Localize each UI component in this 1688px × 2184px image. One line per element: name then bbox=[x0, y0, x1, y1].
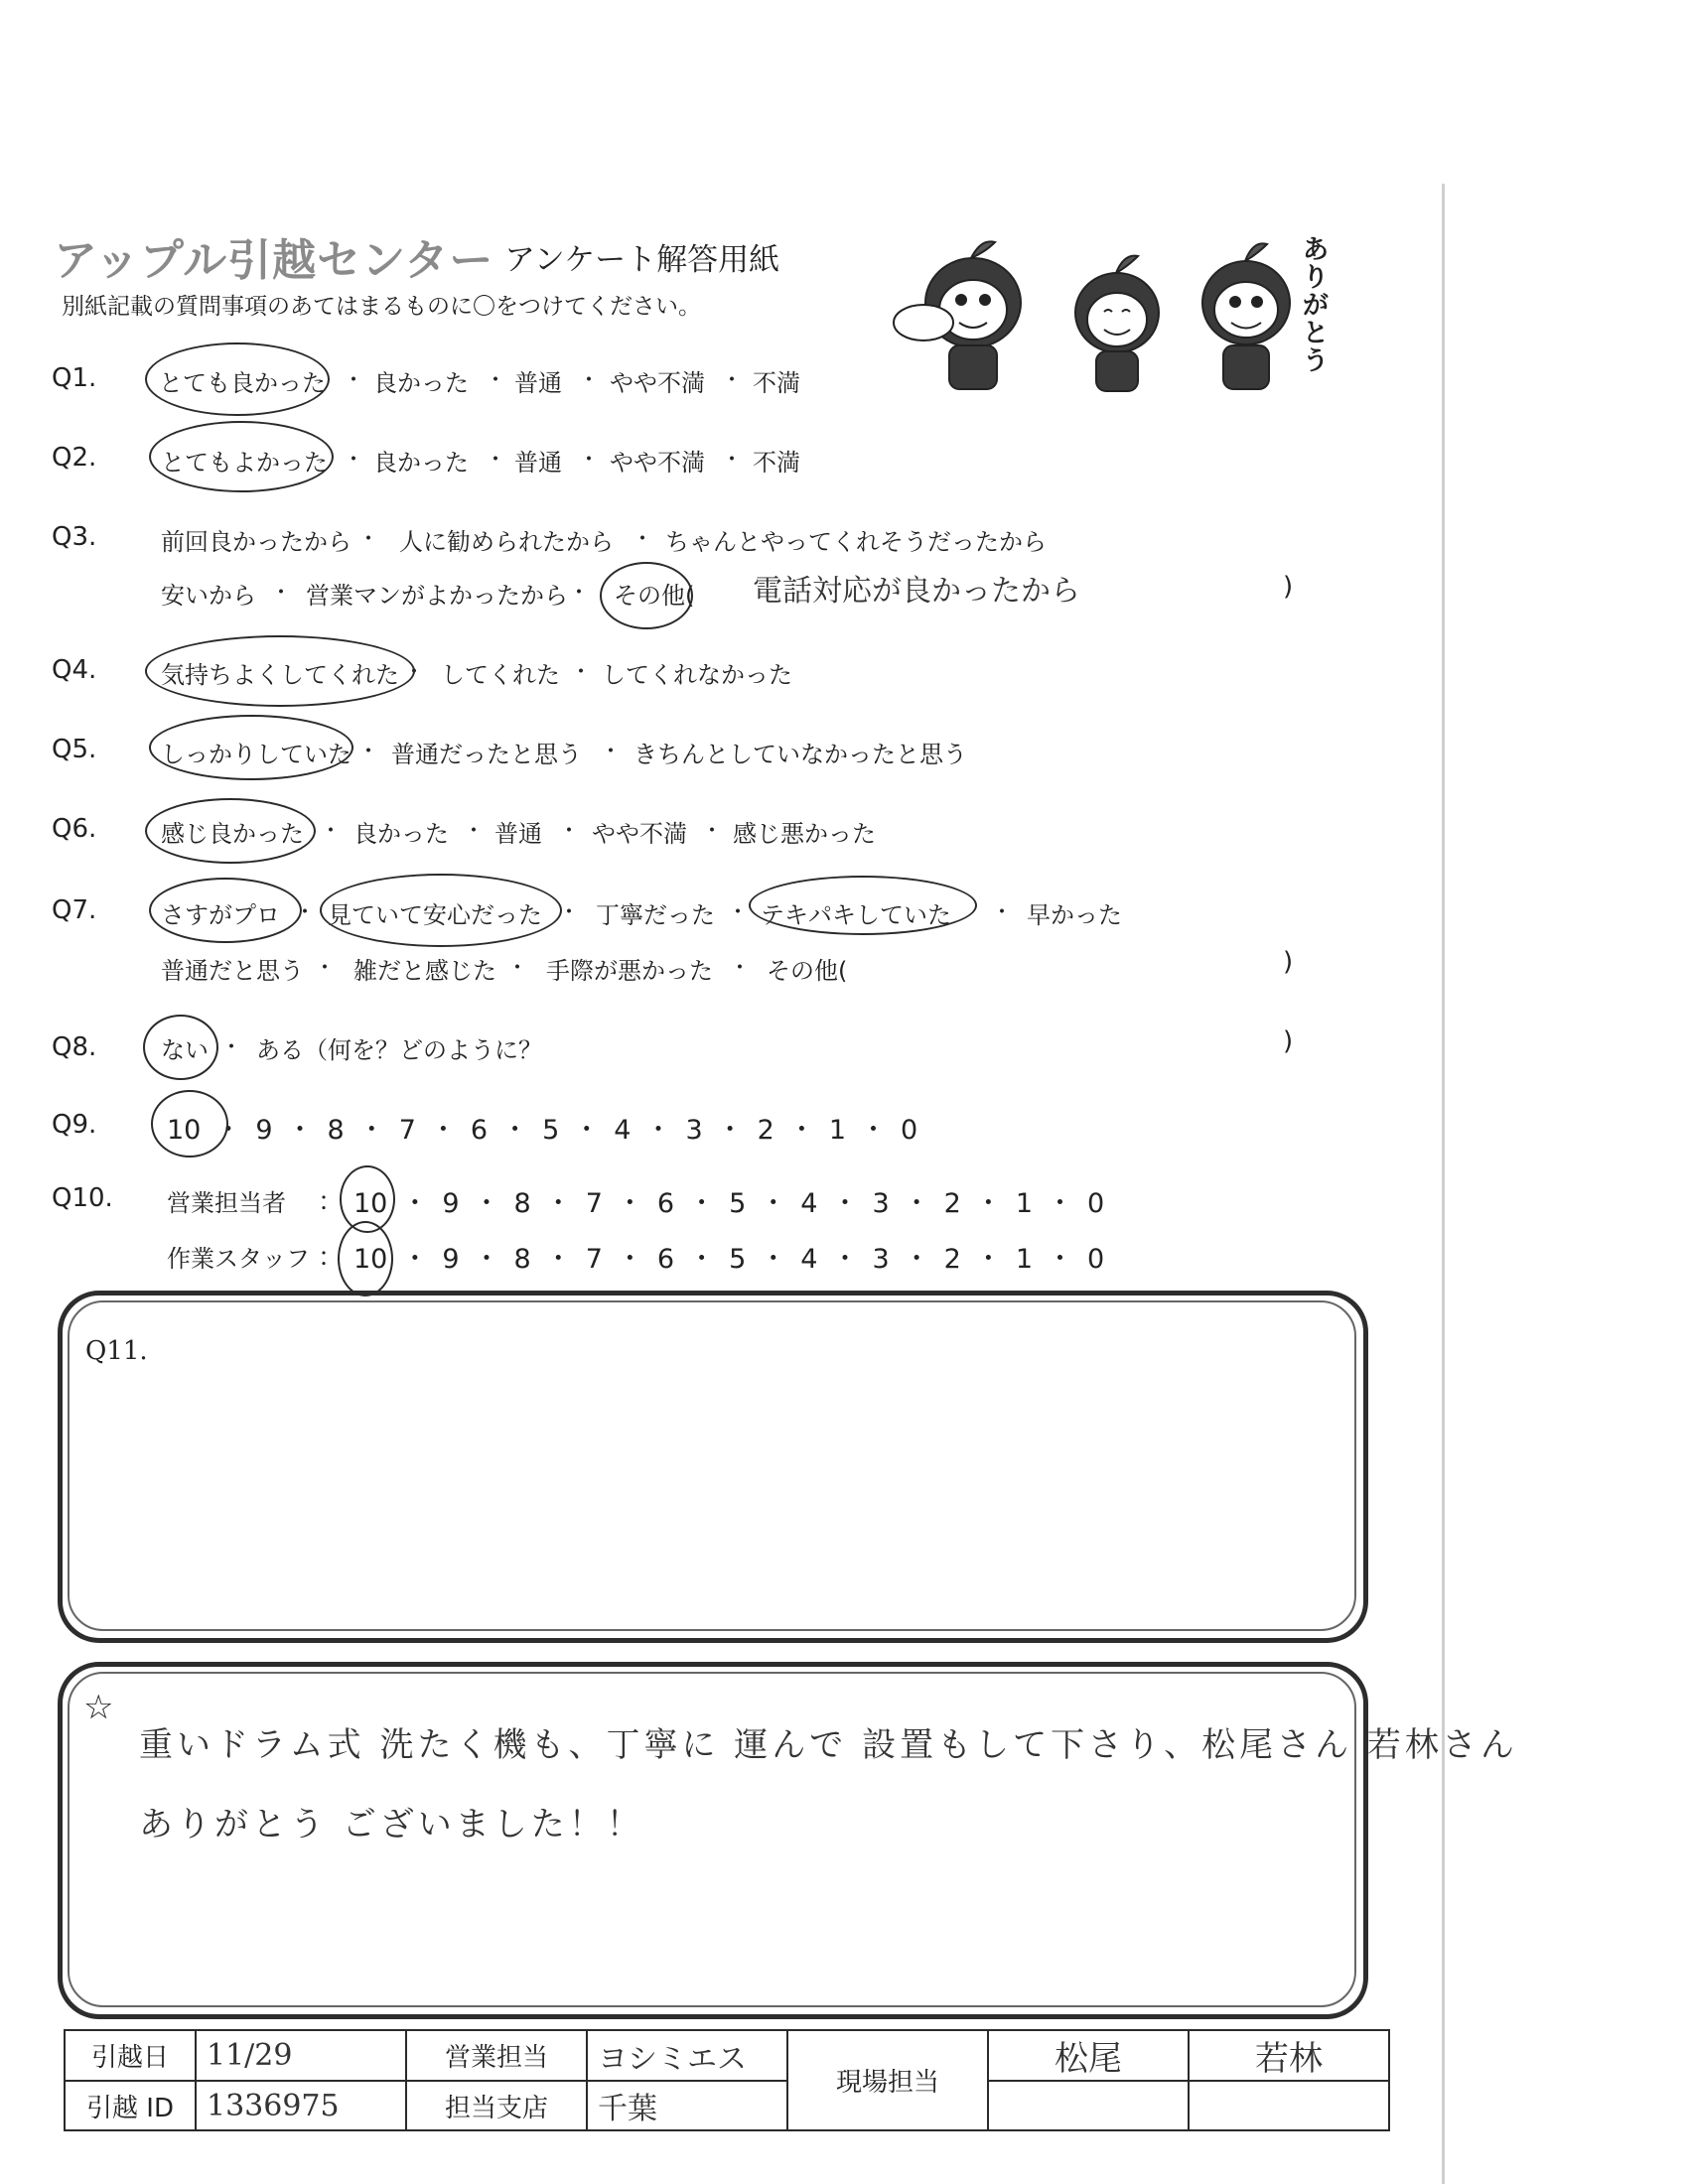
q10-row2-val-2[interactable]: 2 bbox=[943, 1244, 961, 1275]
q10-row1-val-9[interactable]: 9 bbox=[442, 1188, 460, 1219]
separator-dot: ・ bbox=[721, 448, 744, 473]
q3-close-paren: ) bbox=[1283, 572, 1294, 602]
q3-option-5[interactable]: 営業マンがよかったから bbox=[306, 582, 568, 610]
q1-option-5[interactable]: 不満 bbox=[753, 369, 800, 397]
move-id-label: 引越 ID bbox=[65, 2081, 196, 2130]
q3-option-4[interactable]: 安いから bbox=[161, 582, 256, 610]
sales-value: ヨシミエス bbox=[598, 2041, 747, 2077]
branch-label: 担当支店 bbox=[406, 2081, 587, 2130]
q10-row2-scale: 10 ・ 9 ・ 8 ・ 7 ・ 6 ・ 5 ・ 4 ・ 3 ・ 2 ・ 1 ・ 0 bbox=[353, 1244, 1105, 1275]
q9-val-5[interactable]: 5 bbox=[542, 1115, 560, 1146]
q8-close-paren: ) bbox=[1283, 1026, 1294, 1056]
instruction-text: 別紙記載の質問事項のあてはまるものに〇をつけてください。 bbox=[62, 294, 701, 320]
q10-row1-val-8[interactable]: 8 bbox=[513, 1188, 531, 1219]
sales-cell[interactable] bbox=[587, 2030, 787, 2081]
q9-val-8[interactable]: 8 bbox=[327, 1115, 345, 1146]
q10-row1-val-10[interactable]: 10 bbox=[353, 1188, 388, 1219]
q6-option-3[interactable]: 普通 bbox=[494, 820, 542, 848]
separator-dot: ・ bbox=[343, 368, 365, 393]
comment-line-1[interactable]: 重いドラム式 洗たく機も、丁寧に 運んで 設置もして下さり、松尾さん 若林さん bbox=[139, 1725, 1518, 1765]
q4-option-3[interactable]: してくれなかった bbox=[602, 661, 792, 689]
q10-row2-val-7[interactable]: 7 bbox=[585, 1244, 603, 1275]
q7-answer-circle-3 bbox=[749, 876, 977, 935]
q7-answer-circle-2 bbox=[320, 874, 562, 947]
q11-answer-area[interactable] bbox=[99, 1380, 1331, 1608]
q6-option-2[interactable]: 良かった bbox=[353, 820, 449, 848]
separator-dot: ・ bbox=[220, 1035, 243, 1060]
q10-row2-val-6[interactable]: 6 bbox=[656, 1244, 675, 1275]
move-id-value: 1336975 bbox=[207, 2088, 340, 2123]
separator-dot: ・ bbox=[314, 956, 337, 981]
q7-close-paren: ) bbox=[1283, 947, 1294, 977]
q4-option-1[interactable]: 気持ちよくしてくれた bbox=[161, 661, 399, 689]
page-edge bbox=[1442, 184, 1445, 2184]
q9-scale: 10 ・ 9 ・ 8 ・ 7 ・ 6 ・ 5 ・ 4 ・ 3 ・ 2 ・ 1 ・ 0 bbox=[167, 1115, 918, 1146]
mascot-center bbox=[1075, 256, 1159, 391]
q2-option-3[interactable]: 普通 bbox=[514, 449, 562, 477]
form-subtitle: アンケート解答用紙 bbox=[504, 242, 780, 278]
q5-option-1[interactable]: しっかりしていた bbox=[161, 741, 352, 768]
q8-option-2[interactable]: ある（何を？どのように？ bbox=[256, 1036, 542, 1064]
q3-option-2[interactable]: 人に勧められたから bbox=[399, 528, 614, 556]
q7-option-4[interactable]: テキパキしていた bbox=[761, 901, 951, 929]
sales-label: 営業担当 bbox=[406, 2030, 587, 2081]
q2-answer-circle bbox=[149, 421, 334, 492]
separator-dot: ・ bbox=[600, 740, 623, 764]
mascot-illustration bbox=[874, 228, 1340, 397]
onsite-4-cell[interactable] bbox=[1189, 2081, 1389, 2130]
separator-dot: ・ bbox=[727, 900, 750, 925]
q7-option-7[interactable]: 雑だと感じた bbox=[353, 957, 496, 985]
q1-option-3[interactable]: 普通 bbox=[514, 369, 562, 397]
q1-option-4[interactable]: やや不満 bbox=[610, 369, 705, 397]
q10-row2-name: 作業スタッフ bbox=[167, 1245, 310, 1273]
separator-dot: ・ bbox=[357, 527, 380, 552]
q7-answer-circle-1 bbox=[149, 878, 302, 943]
separator-dot: ・ bbox=[320, 819, 343, 844]
separator-dot: ・ bbox=[294, 900, 317, 925]
separator-dot: ・ bbox=[463, 819, 486, 844]
q10-label: Q10. bbox=[52, 1183, 113, 1213]
separator-dot: ・ bbox=[485, 368, 507, 393]
q9-val-3[interactable]: 3 bbox=[685, 1115, 703, 1146]
q10-row1-val-2[interactable]: 2 bbox=[943, 1188, 961, 1219]
separator-dot: ・ bbox=[506, 956, 529, 981]
q10-row1-colon: ： bbox=[318, 1187, 345, 1217]
q9-answer-circle bbox=[151, 1090, 228, 1158]
q7-option-other[interactable]: その他( bbox=[767, 957, 848, 985]
q7-option-5[interactable]: 早かった bbox=[1027, 901, 1122, 929]
q6-option-5[interactable]: 感じ悪かった bbox=[733, 820, 876, 848]
q5-option-3[interactable]: きちんとしていなかったと思う bbox=[633, 741, 967, 768]
q10-row1-name: 営業担当者 bbox=[167, 1189, 286, 1217]
q2-option-5[interactable]: 不満 bbox=[753, 449, 800, 477]
q7-option-8[interactable]: 手際が悪かった bbox=[546, 957, 713, 985]
q6-label: Q6. bbox=[52, 814, 97, 844]
q10-row2-val-0[interactable]: 0 bbox=[1087, 1244, 1105, 1275]
q9-val-1[interactable]: 1 bbox=[828, 1115, 847, 1146]
q6-option-4[interactable]: やや不満 bbox=[592, 820, 687, 848]
separator-dot: ・ bbox=[729, 956, 752, 981]
q9-val-0[interactable]: 0 bbox=[901, 1115, 918, 1146]
q4-label: Q4. bbox=[52, 655, 97, 685]
separator-dot: ・ bbox=[701, 819, 724, 844]
move-date-value: 11/29 bbox=[207, 2038, 293, 2073]
onsite-1-value: 松尾 bbox=[1055, 2039, 1122, 2079]
q10-row1-val-4[interactable]: 4 bbox=[800, 1188, 818, 1219]
branch-value: 千葉 bbox=[598, 2092, 657, 2126]
q10-row1-val-6[interactable]: 6 bbox=[656, 1188, 675, 1219]
q5-option-2[interactable]: 普通だったと思う bbox=[391, 741, 582, 768]
mascot-right bbox=[1202, 243, 1290, 389]
q10-row2-colon: ： bbox=[318, 1243, 345, 1273]
q10-row2-val-10[interactable]: 10 bbox=[353, 1244, 388, 1275]
q1-answer-circle bbox=[145, 342, 330, 416]
q1-option-1[interactable]: とても良かった bbox=[159, 369, 326, 397]
separator-dot: ・ bbox=[721, 368, 744, 393]
separator-dot: ・ bbox=[558, 900, 581, 925]
onsite-2-value: 若林 bbox=[1255, 2039, 1323, 2079]
mascot-left bbox=[894, 241, 1021, 389]
separator-dot: ・ bbox=[578, 448, 601, 473]
q9-val-2[interactable]: 2 bbox=[757, 1115, 774, 1146]
branch-cell[interactable] bbox=[587, 2081, 787, 2130]
q3-option-other[interactable]: その他( bbox=[614, 582, 695, 610]
onsite-label: 現場担当 bbox=[787, 2030, 988, 2130]
q8-answer-circle bbox=[143, 1015, 218, 1080]
q10-row1-val-0[interactable]: 0 bbox=[1087, 1188, 1105, 1219]
q5-label: Q5. bbox=[52, 735, 97, 764]
onsite-1-cell[interactable] bbox=[988, 2030, 1189, 2081]
separator-dot: ・ bbox=[558, 819, 581, 844]
q10-row2-val-3[interactable]: 3 bbox=[872, 1244, 890, 1275]
q2-option-4[interactable]: やや不満 bbox=[610, 449, 705, 477]
q10-row1-val-7[interactable]: 7 bbox=[585, 1188, 603, 1219]
q7-option-6[interactable]: 普通だと思う bbox=[161, 957, 304, 985]
q10-row1-val-1[interactable]: 1 bbox=[1015, 1188, 1034, 1219]
separator-dot: ・ bbox=[568, 581, 591, 606]
q10-row2-val-1[interactable]: 1 bbox=[1015, 1244, 1034, 1275]
q10-row1-scale: 10 ・ 9 ・ 8 ・ 7 ・ 6 ・ 5 ・ 4 ・ 3 ・ 2 ・ 1 ・ 0 bbox=[353, 1188, 1105, 1219]
q10-row2-val-8[interactable]: 8 bbox=[513, 1244, 531, 1275]
q3-label: Q3. bbox=[52, 522, 97, 552]
q10-row2-answer-circle bbox=[338, 1221, 393, 1297]
q8-label: Q8. bbox=[52, 1032, 97, 1062]
q10-row2-val-9[interactable]: 9 bbox=[442, 1244, 460, 1275]
q7-option-1[interactable]: さすがプロ bbox=[161, 901, 280, 929]
q9-label: Q9. bbox=[52, 1110, 97, 1140]
q9-val-10[interactable]: 10 bbox=[167, 1115, 202, 1146]
q10-row2-val-4[interactable]: 4 bbox=[800, 1244, 818, 1275]
footer-table bbox=[64, 2029, 1390, 2131]
q3-option-1[interactable]: 前回良かったから bbox=[161, 528, 352, 556]
company-title: アップル引越センター bbox=[54, 235, 494, 286]
q2-option-2[interactable]: 良かった bbox=[373, 449, 469, 477]
q7-option-2[interactable]: 見ていて安心だった bbox=[328, 901, 542, 929]
q5-answer-circle bbox=[149, 715, 353, 780]
q9-val-9[interactable]: 9 bbox=[255, 1115, 273, 1146]
q6-option-1[interactable]: 感じ良かった bbox=[161, 820, 304, 848]
q3-other-handwritten[interactable]: 電話対応が良かったから bbox=[753, 574, 1080, 609]
q1-option-2[interactable]: 良かった bbox=[373, 369, 469, 397]
q10-row1-val-3[interactable]: 3 bbox=[872, 1188, 890, 1219]
q10-row2-val-5[interactable]: 5 bbox=[729, 1244, 747, 1275]
q7-label: Q7. bbox=[52, 895, 97, 925]
star-icon: ☆ bbox=[83, 1688, 114, 1727]
q4-option-2[interactable]: してくれた bbox=[441, 661, 560, 689]
thanks-vertical-text: ありがとう bbox=[1303, 235, 1330, 376]
q8-option-1[interactable]: ない bbox=[161, 1036, 209, 1064]
q7-option-3[interactable]: 丁寧だった bbox=[596, 901, 715, 929]
q1-label: Q1. bbox=[52, 363, 97, 393]
comment-line-2[interactable]: ありがとう ございました！！ bbox=[139, 1805, 644, 1844]
q2-label: Q2. bbox=[52, 443, 97, 473]
q6-answer-circle bbox=[145, 798, 316, 864]
q4-answer-circle bbox=[145, 635, 415, 707]
separator-dot: ・ bbox=[343, 448, 365, 473]
separator-dot: ・ bbox=[357, 740, 380, 764]
separator-dot: ・ bbox=[270, 581, 293, 606]
q9-val-6[interactable]: 6 bbox=[470, 1115, 489, 1146]
separator-dot: ・ bbox=[570, 660, 593, 685]
q10-row1-val-5[interactable]: 5 bbox=[729, 1188, 747, 1219]
onsite-3-cell[interactable] bbox=[988, 2081, 1189, 2130]
onsite-2-cell[interactable] bbox=[1189, 2030, 1389, 2081]
separator-dot: ・ bbox=[991, 900, 1014, 925]
q3-option-3[interactable]: ちゃんとやってくれそうだったから bbox=[665, 528, 1047, 556]
q9-val-7[interactable]: 7 bbox=[398, 1115, 416, 1146]
q2-option-1[interactable]: とてもよかった bbox=[161, 449, 328, 477]
q3-answer-circle bbox=[600, 562, 693, 629]
move-id-cell[interactable] bbox=[196, 2081, 406, 2130]
separator-dot: ・ bbox=[485, 448, 507, 473]
move-date-cell[interactable] bbox=[196, 2030, 406, 2081]
q9-val-4[interactable]: 4 bbox=[614, 1115, 632, 1146]
q11-label: Q11. bbox=[85, 1336, 148, 1366]
separator-dot: ・ bbox=[632, 527, 654, 552]
separator-dot: ・ bbox=[578, 368, 601, 393]
move-date-label: 引越日 bbox=[65, 2030, 196, 2081]
separator-dot: ・ bbox=[403, 660, 426, 685]
